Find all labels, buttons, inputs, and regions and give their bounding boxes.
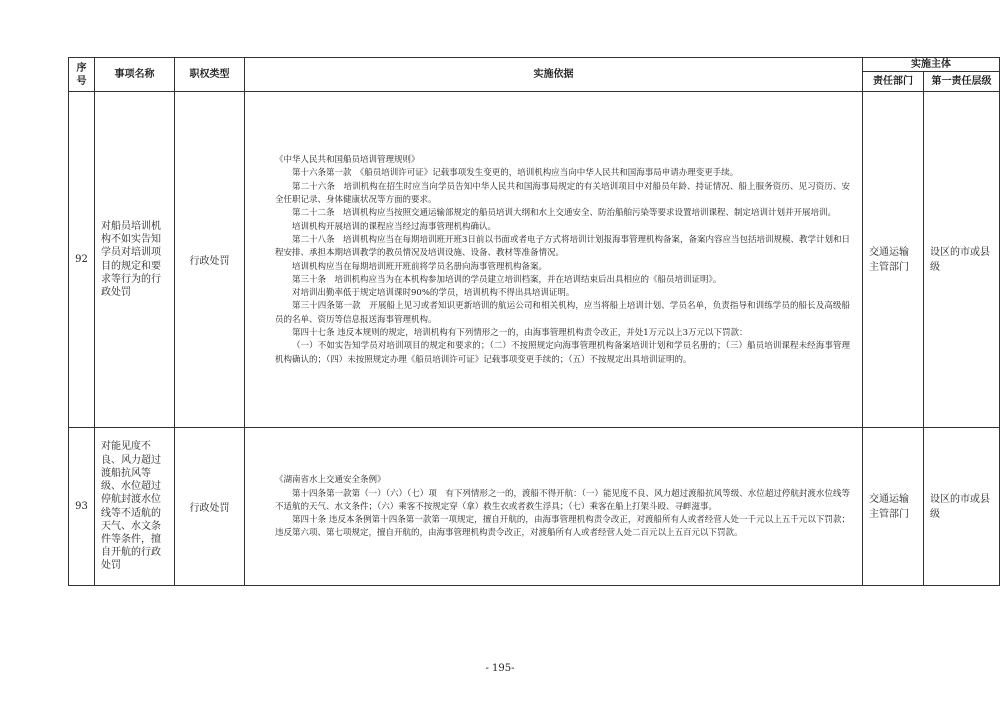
item-name: 对船员培训机构不如实告知学员对培训项目的规定和要求等行为的行政处罚 [95, 92, 175, 428]
basis-paragraph: 第二十八条 培训机构应当在每期培训班开班3日前以书面或者电子方式将培训计划报海事管理机构备案，备案内容应当包括培训规模、教学计划和日程安排、承担本期培训教学的教员情况及培训设施、设备、教材等准备情况。 [275, 234, 850, 259]
basis-paragraph: 对培训出勤率低于规定培训课时90%的学员，培训机构不得出具培训证明。 [292, 288, 575, 299]
item-name: 对能见度不良、风力超过渡船抗风等级、水位超过停航封渡水位线等不适航的天气、水文条件等条件，擅自开航的行政处罚 [95, 428, 175, 586]
power-type: 行政处罚 [175, 428, 245, 586]
basis-paragraph: 培训机构开展培训的课程应当经过海事管理机构确认。 [292, 221, 497, 232]
header-subject: 实施主体 [863, 58, 1000, 72]
basis-paragraph: 第四十条 违反本条例第十四条第一款第一项规定，擅自开航的，由海事管理机构责令改正，对渡船所有人或者经营人处一千元以上五千元以下罚款；违反第六项、第七项规定，擅自开航的，由海事管理机构责令改正，对渡船所有人或者经营人处二百元以上五百元以下罚款。 [275, 515, 850, 539]
header-level: 第一责任层级 [924, 72, 1000, 92]
responsible-dept: 交通运输主管部门 [863, 428, 924, 586]
header-no: 序号 [69, 58, 95, 92]
header-dept: 责任部门 [863, 72, 924, 92]
basis-paragraph: 《湖南省水上交通安全条例》 [275, 475, 386, 486]
row-number: 93 [69, 428, 95, 586]
enforcement-table [68, 57, 1000, 586]
table-row [69, 428, 1000, 586]
basis-paragraph: 第四十七条 违反本规则的规定，培训机构有下列情形之一的，由海事管理机构责令改正，并处1万元以上3万元以下罚款： [292, 327, 748, 338]
basis-paragraph: 培训机构应当在每期培训班开班前将学员名册向海事管理机构备案。 [292, 261, 548, 272]
table-row [69, 92, 1000, 428]
page-number: - 195- [485, 663, 515, 674]
header-type: 职权类型 [175, 58, 245, 92]
basis-paragraph: 第二十六条 培训机构在招生时应当向学员告知中华人民共和国海事局规定的有关培训项目中对船员年龄、持证情况、船上服务资历、见习资历、安全任职记录、身体健康状况等方面的要求。 [275, 181, 850, 206]
responsible-dept: 交通运输主管部门 [863, 92, 924, 428]
basis-paragraph: 第十四条第一款第（一）（六）（七）项 有下列情形之一的，渡船不得开航：（一）能见度不良、风力超过渡船抗风等级、水位超过停航封渡水位线等不适航的天气、水文条件；（六）乘客不按规定穿（拿）救生衣或者救生浮具；（七）乘客在船上打架斗殴、寻衅滋事。 [275, 488, 850, 512]
basis-paragraph: 第二十二条 培训机构应当按照交通运输部规定的船员培训大纲和水上交通安全、防治船舶污染等要求设置培训课程、制定培训计划并开展培训。 [292, 208, 837, 219]
legal-basis [245, 428, 863, 586]
legal-basis [245, 92, 863, 428]
header-name: 事项名称 [95, 58, 175, 92]
basis-paragraph: 第十六条第一款 《船员培训许可证》记载事项发生变更的，培训机构应当向中华人民共和国海事局申请办理变更手续。 [292, 168, 739, 179]
responsibility-level: 设区的市或县级 [924, 92, 1000, 428]
power-type: 行政处罚 [175, 92, 245, 428]
basis-paragraph: 第三十条 培训机构应当为在本机构参加培训的学员建立培训档案，并在培训结束后出具相应的《船员培训证明》。 [292, 274, 722, 285]
basis-paragraph: 《中华人民共和国船员培训管理规则》 [275, 155, 420, 166]
basis-paragraph: 第三十四条第一款 开展船上见习或者知识更新培训的航运公司和相关机构，应当将船上培训计划、学员名单，负责指导和训练学员的船长及高级船员的名单、资历等信息报送海事管理机构。 [275, 301, 850, 325]
row-number: 92 [69, 92, 95, 428]
responsibility-level: 设区的市或县级 [924, 428, 1000, 586]
header-basis: 实施依据 [245, 58, 863, 92]
header-row-1 [69, 58, 1000, 72]
basis-paragraph: （一）不如实告知学员对培训项目的规定和要求的；（二）不按照规定向海事管理机构备案培训计划和学员名册的；（三）船员培训课程未经海事管理机构确认的；（四）未按照规定办理《船员培训许可证》记载事项变更手续的；（五）不按规定出具培训证明的。 [275, 341, 850, 365]
